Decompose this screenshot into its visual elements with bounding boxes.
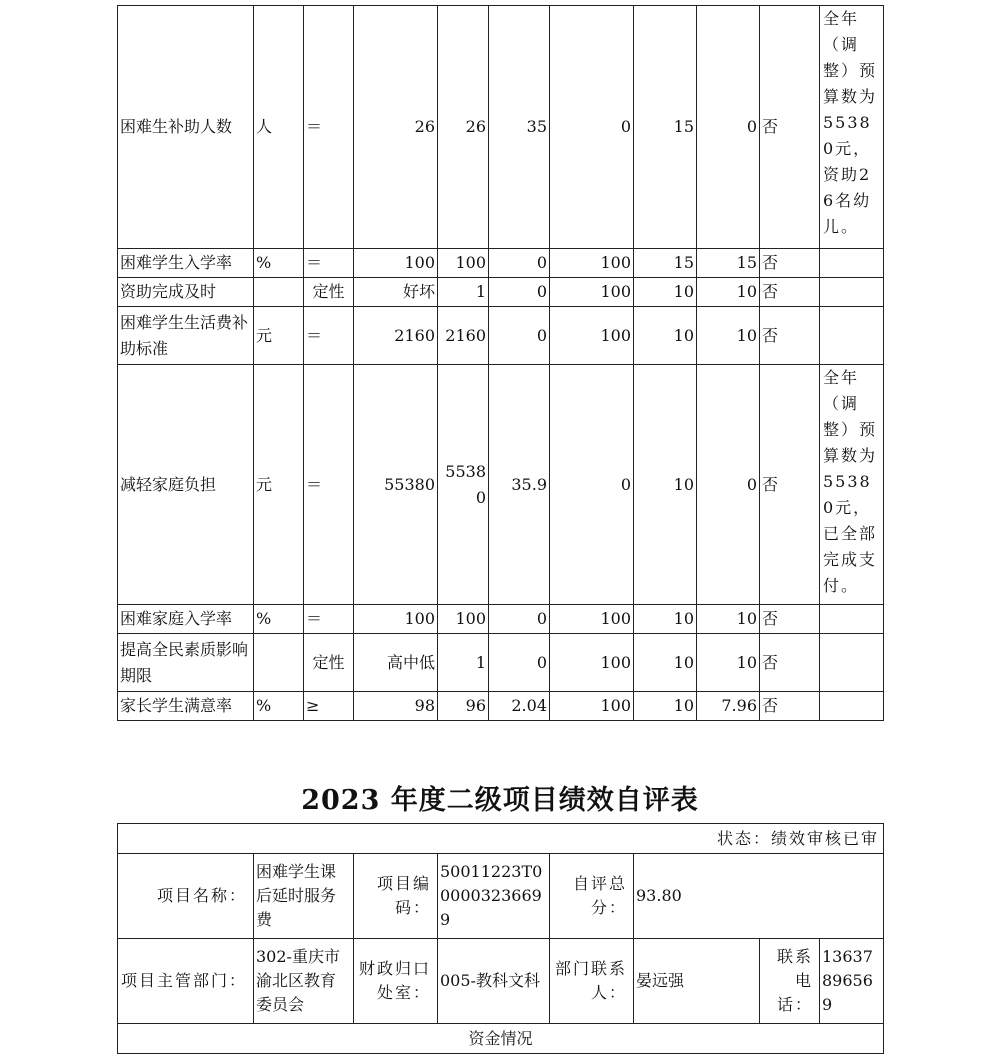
indicator-score-full: 10 [634, 365, 697, 605]
self-score-label: 自评总分： [550, 854, 634, 939]
indicator-note [820, 605, 884, 634]
finance-office-value: 005-教科文科 [438, 939, 550, 1024]
indicator-flag: 否 [760, 278, 820, 307]
indicator-weight: 0 [489, 278, 550, 307]
table-row [118, 249, 884, 278]
table-row [118, 605, 884, 634]
indicator-score: 0 [697, 365, 760, 605]
indicator-symbol: 定性 [304, 634, 354, 692]
indicator-name: 减轻家庭负担 [118, 365, 254, 605]
indicator-actual: 100 [438, 605, 489, 634]
indicator-flag: 否 [760, 605, 820, 634]
indicator-flag: 否 [760, 249, 820, 278]
indicator-score-full: 10 [634, 634, 697, 692]
indicator-table [117, 5, 884, 721]
indicator-flag: 否 [760, 692, 820, 721]
contact-value: 晏远强 [634, 939, 760, 1024]
indicator-note [820, 307, 884, 365]
indicator-score-full: 10 [634, 605, 697, 634]
indicator-note [820, 634, 884, 692]
indicator-target: 26 [354, 6, 438, 249]
indicator-note [820, 278, 884, 307]
table-row [118, 278, 884, 307]
indicator-actual: 55380 [438, 365, 489, 605]
project-info-table [117, 823, 884, 1054]
indicator-weight: 35.9 [489, 365, 550, 605]
dept-value: 302-重庆市渝北区教育委员会 [254, 939, 354, 1024]
indicator-score: 15 [697, 249, 760, 278]
table-row [118, 365, 884, 605]
project-name-value: 困难学生课后延时服务费 [254, 854, 354, 939]
indicator-weight: 35 [489, 6, 550, 249]
funds-row [118, 1024, 884, 1054]
indicator-rate: 100 [550, 307, 634, 365]
indicator-target: 100 [354, 605, 438, 634]
indicator-target: 2160 [354, 307, 438, 365]
indicator-rate: 100 [550, 692, 634, 721]
indicator-score: 10 [697, 307, 760, 365]
indicator-weight: 2.04 [489, 692, 550, 721]
indicator-rate: 100 [550, 278, 634, 307]
status-text: 状态：绩效审核已审 [118, 824, 884, 854]
indicator-unit: 元 [254, 307, 304, 365]
indicator-flag: 否 [760, 634, 820, 692]
indicator-unit: % [254, 249, 304, 278]
indicator-name: 提高全民素质影响期限 [118, 634, 254, 692]
indicator-symbol: ≥ [304, 692, 354, 721]
indicator-symbol: ＝ [304, 249, 354, 278]
indicator-symbol: 定性 [304, 278, 354, 307]
indicator-actual: 100 [438, 249, 489, 278]
status-row [118, 824, 884, 854]
indicator-name: 家长学生满意率 [118, 692, 254, 721]
indicator-score: 10 [697, 605, 760, 634]
indicator-name: 困难生补助人数 [118, 6, 254, 249]
project-name-label: 项目名称： [118, 854, 254, 939]
indicator-unit: % [254, 605, 304, 634]
contact-label: 部门联系人： [550, 939, 634, 1024]
project-code-label: 项目编码： [354, 854, 438, 939]
indicator-score-full: 15 [634, 6, 697, 249]
indicator-score-full: 10 [634, 278, 697, 307]
indicator-name: 资助完成及时 [118, 278, 254, 307]
indicator-unit: % [254, 692, 304, 721]
indicator-score: 10 [697, 278, 760, 307]
section-title: 2023 年度二级项目绩效自评表 [301, 785, 699, 816]
indicator-note: 全年（调整）预算数为55380元，已全部完成支付。 [820, 365, 884, 605]
indicator-score-full: 15 [634, 249, 697, 278]
indicator-name: 困难学生入学率 [118, 249, 254, 278]
indicator-unit: 人 [254, 6, 304, 249]
self-score-value: 93.80 [634, 854, 884, 939]
indicator-weight: 0 [489, 634, 550, 692]
indicator-target: 好坏 [354, 278, 438, 307]
dept-row [118, 939, 884, 1024]
indicator-symbol: ＝ [304, 6, 354, 249]
funds-header: 资金情况 [118, 1024, 884, 1054]
indicator-note [820, 249, 884, 278]
indicator-note [820, 692, 884, 721]
indicator-target: 98 [354, 692, 438, 721]
indicator-flag: 否 [760, 307, 820, 365]
indicator-actual: 26 [438, 6, 489, 249]
table-row [118, 6, 884, 249]
indicator-symbol: ＝ [304, 365, 354, 605]
indicator-rate: 100 [550, 605, 634, 634]
table-row [118, 692, 884, 721]
indicator-unit: 元 [254, 365, 304, 605]
table-row [118, 307, 884, 365]
indicator-symbol: ＝ [304, 307, 354, 365]
indicator-score: 7.96 [697, 692, 760, 721]
indicator-target: 55380 [354, 365, 438, 605]
indicator-score: 10 [697, 634, 760, 692]
project-code-value: 50011223T000003236699 [438, 854, 550, 939]
indicator-actual: 1 [438, 278, 489, 307]
indicator-unit [254, 278, 304, 307]
indicator-unit [254, 634, 304, 692]
indicator-target: 高中低 [354, 634, 438, 692]
indicator-symbol: ＝ [304, 605, 354, 634]
indicator-weight: 0 [489, 307, 550, 365]
phone-label: 联系电话： [760, 939, 820, 1024]
indicator-score: 0 [697, 6, 760, 249]
indicator-rate: 0 [550, 6, 634, 249]
indicator-rate: 100 [550, 634, 634, 692]
indicator-name: 困难家庭入学率 [118, 605, 254, 634]
indicator-flag: 否 [760, 6, 820, 249]
indicator-score-full: 10 [634, 692, 697, 721]
indicator-actual: 2160 [438, 307, 489, 365]
indicator-target: 100 [354, 249, 438, 278]
indicator-rate: 0 [550, 365, 634, 605]
indicator-actual: 96 [438, 692, 489, 721]
indicator-weight: 0 [489, 249, 550, 278]
indicator-flag: 否 [760, 365, 820, 605]
phone-value: 13637896569 [820, 939, 884, 1024]
indicator-actual: 1 [438, 634, 489, 692]
dept-label: 项目主管部门： [118, 939, 254, 1024]
project-row [118, 854, 884, 939]
indicator-rate: 100 [550, 249, 634, 278]
finance-office-label: 财政归口处室： [354, 939, 438, 1024]
table-row [118, 634, 884, 692]
indicator-name: 困难学生生活费补助标准 [118, 307, 254, 365]
indicator-score-full: 10 [634, 307, 697, 365]
indicator-note: 全年（调整）预算数为55380元，资助26名幼儿。 [820, 6, 884, 249]
indicator-weight: 0 [489, 605, 550, 634]
